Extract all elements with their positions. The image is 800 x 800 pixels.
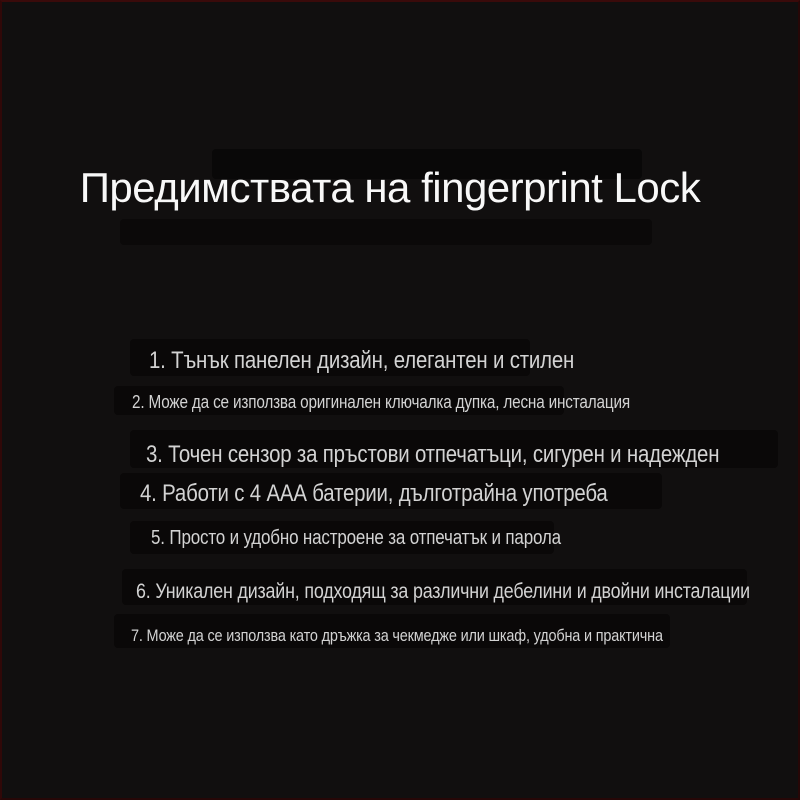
page-title: Предимствата на fingerprint Lock <box>79 164 701 211</box>
feature-item-7: 7. Може да се използва като дръжка за чекмедже или шкаф, удобна и практична <box>131 626 663 645</box>
feature-item-2: 2. Може да се използва оригинален ключалка дупка, лесна инсталация <box>132 392 630 412</box>
feature-item-3: 3. Точен сензор за пръстови отпечатъци, сигурен и надежден <box>146 441 720 468</box>
feature-item-4: 4. Работи с 4 ААА батерии, дълготрайна употреба <box>140 480 608 507</box>
feature-item-5: 5. Просто и удобно настроене за отпечатък и парола <box>151 527 561 549</box>
feature-item-6: 6. Уникален дизайн, подходящ за различни дебелини и двойни инсталации <box>136 580 750 603</box>
translation-ghost-box <box>120 219 652 245</box>
feature-item-1: 1. Тънък панелен дизайн, елегантен и стилен <box>149 347 575 374</box>
